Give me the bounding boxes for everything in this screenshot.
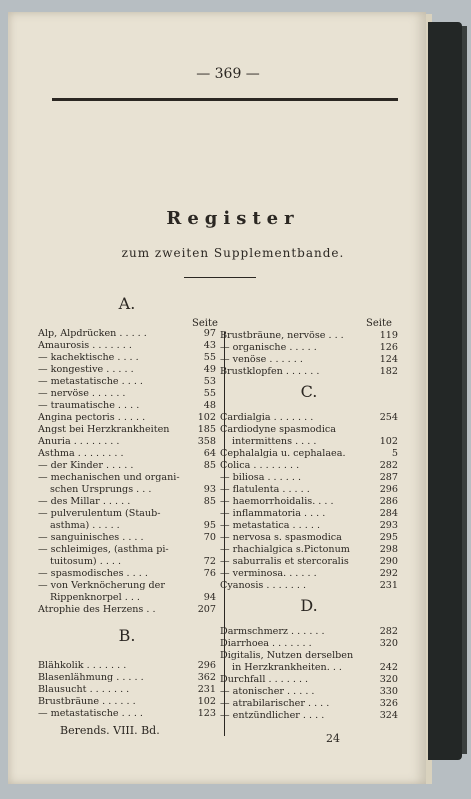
- entry-term: — metastatica . . . . .: [220, 520, 321, 531]
- index-entry: [220, 460, 398, 472]
- entry-term: — von Verknöcherung der: [38, 580, 165, 591]
- index-entry: [38, 328, 216, 340]
- entry-page: 48: [203, 400, 216, 411]
- entry-term: — atonischer . . . . .: [220, 686, 315, 697]
- entry-term: — atrabilarischer . . . .: [220, 698, 330, 709]
- entry-term: — haemorrhoidalis. . . .: [220, 496, 334, 507]
- index-entry: [220, 532, 398, 544]
- entry-term: Blähkolik . . . . . . .: [38, 660, 127, 671]
- entry-page: 326: [379, 698, 398, 709]
- index-entry: [38, 496, 216, 508]
- entry-page: 324: [379, 710, 398, 721]
- entry-term: Colica . . . . . . . .: [220, 460, 300, 471]
- entry-page: 293: [379, 520, 398, 531]
- index-entry: [220, 496, 398, 508]
- entry-term: — traumatische . . . .: [38, 400, 140, 411]
- book-cover: [428, 22, 462, 760]
- index-entry: [38, 436, 216, 448]
- entry-page: 94: [203, 592, 216, 603]
- index-entry: [38, 352, 216, 364]
- entry-term: — biliosa . . . . . .: [220, 472, 302, 483]
- index-entry: [220, 424, 398, 436]
- index-entry: [220, 580, 398, 592]
- entry-term: Rippenknorpel . . .: [50, 592, 140, 603]
- entry-term: Durchfall . . . . . . .: [220, 674, 309, 685]
- entry-term: — des Millar . . . . .: [38, 496, 131, 507]
- index-entry: [220, 544, 398, 556]
- entry-term: schen Ursprungs . . .: [50, 484, 152, 495]
- entry-term: Amaurosis . . . . . . .: [38, 340, 132, 351]
- signature-line: Berends. VIII. Bd.: [60, 724, 160, 737]
- entry-page: 231: [379, 580, 398, 591]
- index-entry: [232, 662, 398, 674]
- book-cover-edge: [462, 26, 467, 754]
- index-entry: [38, 376, 216, 388]
- entry-page: 282: [379, 460, 398, 471]
- entry-term: — venöse . . . . . .: [220, 354, 303, 365]
- header-rule: [52, 98, 398, 101]
- entry-term: Angina pectoris . . . . .: [38, 412, 146, 423]
- entry-page: 123: [197, 708, 216, 719]
- entry-page: 296: [197, 660, 216, 671]
- entry-term: Brustbräune, nervöse . . .: [220, 330, 344, 341]
- entry-page: 55: [203, 388, 216, 399]
- entry-term: — mechanischen und organi-: [38, 472, 180, 483]
- entry-page: 72: [203, 556, 216, 567]
- index-entry: [232, 436, 398, 448]
- entry-term: Blasenlähmung . . . . .: [38, 672, 144, 683]
- entry-term: — kachektische . . . .: [38, 352, 139, 363]
- entry-page: 49: [203, 364, 216, 375]
- seite-label-left: Seite: [192, 318, 218, 329]
- index-entry: [220, 330, 398, 342]
- entry-term: — nervöse . . . . . .: [38, 388, 126, 399]
- index-entry: [38, 364, 216, 376]
- index-entry: [38, 448, 216, 460]
- entry-term: — spasmodisches . . . .: [38, 568, 148, 579]
- page-title: Register: [166, 208, 300, 229]
- index-entry: [38, 660, 216, 672]
- index-entry: [220, 556, 398, 568]
- entry-term: intermittens . . . .: [232, 436, 317, 447]
- entry-page: 102: [197, 412, 216, 423]
- entry-term: — sanguinisches . . . .: [38, 532, 144, 543]
- entry-term: — flatulenta . . . . .: [220, 484, 310, 495]
- page-number: — 369 —: [196, 66, 260, 82]
- section-letter: C.: [300, 382, 318, 401]
- entry-term: asthma) . . . . .: [50, 520, 120, 531]
- entry-page: 119: [379, 330, 398, 341]
- entry-term: Darmschmerz . . . . . .: [220, 626, 325, 637]
- index-entry: [50, 592, 216, 604]
- index-entry: [50, 484, 216, 496]
- entry-page: 242: [379, 662, 398, 673]
- entry-term: tuitosum) . . . .: [50, 556, 122, 567]
- entry-term: Asthma . . . . . . . .: [38, 448, 124, 459]
- index-entry: [220, 484, 398, 496]
- index-entry: [220, 412, 398, 424]
- entry-page: 292: [379, 568, 398, 579]
- index-entry: [38, 544, 216, 556]
- index-entry: [220, 686, 398, 698]
- entry-page: 102: [379, 436, 398, 447]
- entry-term: Digitalis, Nutzen derselben: [220, 650, 354, 661]
- entry-term: — nervosa s. spasmodica: [220, 532, 342, 543]
- entry-page: 358: [197, 436, 216, 447]
- entry-term: Angst bei Herzkrankheiten: [38, 424, 170, 435]
- entry-term: Cephalalgia u. cephalaea.: [220, 448, 346, 459]
- index-entry: [220, 674, 398, 686]
- seite-label-right: Seite: [366, 318, 392, 329]
- index-entry: [220, 354, 398, 366]
- entry-page: 296: [379, 484, 398, 495]
- entry-term: Brustbräune . . . . . .: [38, 696, 136, 707]
- entry-term: — rhachialgica s.Pictonum: [220, 544, 350, 555]
- entry-term: — saburralis et stercoralis: [220, 556, 349, 567]
- entry-page: 362: [197, 672, 216, 683]
- page-subtitle: zum zweiten Supplementbande.: [121, 246, 345, 260]
- index-entry: [220, 626, 398, 638]
- entry-term: — entzündlicher . . . .: [220, 710, 325, 721]
- index-entry: [220, 638, 398, 650]
- index-entry: [38, 532, 216, 544]
- entry-page: 207: [197, 604, 216, 615]
- index-entry: [220, 710, 398, 722]
- index-entry: [220, 472, 398, 484]
- entry-page: 97: [203, 328, 216, 339]
- index-entry: [38, 340, 216, 352]
- section-letter: B.: [118, 626, 136, 645]
- entry-page: 102: [197, 696, 216, 707]
- index-entry: [220, 342, 398, 354]
- entry-term: Alp, Alpdrücken . . . . .: [38, 328, 147, 339]
- index-entry: [220, 650, 398, 662]
- entry-page: 231: [197, 684, 216, 695]
- section-letter: D.: [300, 596, 318, 615]
- entry-page: 85: [203, 496, 216, 507]
- index-entry: [50, 520, 216, 532]
- index-entry: [38, 424, 216, 436]
- entry-page: 182: [379, 366, 398, 377]
- entry-page: 286: [379, 496, 398, 507]
- sheet-signature: 24: [326, 732, 340, 745]
- index-entry: [220, 698, 398, 710]
- entry-page: 124: [379, 354, 398, 365]
- index-entry: [38, 672, 216, 684]
- entry-term: — metastatische . . . .: [38, 708, 143, 719]
- book-page: [8, 12, 426, 784]
- index-entry: [38, 388, 216, 400]
- entry-page: 95: [203, 520, 216, 531]
- entry-term: Atrophie des Herzens . .: [38, 604, 156, 615]
- entry-page: 295: [379, 532, 398, 543]
- entry-page: 282: [379, 626, 398, 637]
- entry-page: 126: [379, 342, 398, 353]
- entry-page: 53: [203, 376, 216, 387]
- entry-term: Cyanosis . . . . . . .: [220, 580, 307, 591]
- index-entry: [38, 568, 216, 580]
- entry-page: 64: [203, 448, 216, 459]
- section-letter: A.: [118, 294, 136, 313]
- entry-term: — der Kinder . . . . .: [38, 460, 134, 471]
- entry-page: 185: [197, 424, 216, 435]
- index-entry: [38, 460, 216, 472]
- index-entry: [38, 508, 216, 520]
- index-entry: [38, 580, 216, 592]
- index-entry: [220, 366, 398, 378]
- entry-page: 287: [379, 472, 398, 483]
- index-entry: [220, 508, 398, 520]
- entry-term: Diarrhoea . . . . . . .: [220, 638, 312, 649]
- entry-term: — organische . . . . .: [220, 342, 317, 353]
- entry-term: — schleimiges, (asthma pi-: [38, 544, 169, 555]
- entry-term: Brustklopfen . . . . . .: [220, 366, 320, 377]
- entry-term: — metastatische . . . .: [38, 376, 143, 387]
- index-entry: [220, 568, 398, 580]
- entry-page: 330: [379, 686, 398, 697]
- entry-page: 284: [379, 508, 398, 519]
- entry-term: Cardiodyne spasmodica: [220, 424, 336, 435]
- index-entry: [38, 696, 216, 708]
- index-entry: [50, 556, 216, 568]
- entry-term: Blausucht . . . . . . .: [38, 684, 130, 695]
- index-entry: [38, 708, 216, 720]
- entry-term: — pulverulentum (Staub-: [38, 508, 161, 519]
- entry-page: 93: [203, 484, 216, 495]
- index-entry: [38, 412, 216, 424]
- entry-term: Cardialgia . . . . . . .: [220, 412, 314, 423]
- entry-page: 43: [203, 340, 216, 351]
- entry-term: — kongestive . . . . .: [38, 364, 134, 375]
- entry-term: in Herzkrankheiten. . .: [232, 662, 342, 673]
- entry-page: 320: [379, 674, 398, 685]
- entry-page: 320: [379, 638, 398, 649]
- entry-term: Anuria . . . . . . . .: [38, 436, 120, 447]
- entry-page: 254: [379, 412, 398, 423]
- entry-page: 298: [379, 544, 398, 555]
- index-entry: [38, 604, 216, 616]
- index-entry: [220, 448, 398, 460]
- index-entry: [38, 400, 216, 412]
- title-rule: [184, 277, 256, 278]
- index-entry: [38, 472, 216, 484]
- index-entry: [38, 684, 216, 696]
- index-entry: [220, 520, 398, 532]
- entry-term: — verminosa. . . . . .: [220, 568, 317, 579]
- entry-page: 55: [203, 352, 216, 363]
- entry-term: — inflammatoria . . . .: [220, 508, 326, 519]
- entry-page: 85: [203, 460, 216, 471]
- entry-page: 290: [379, 556, 398, 567]
- entry-page: 76: [203, 568, 216, 579]
- entry-page: 70: [203, 532, 216, 543]
- entry-page: 5: [391, 448, 398, 459]
